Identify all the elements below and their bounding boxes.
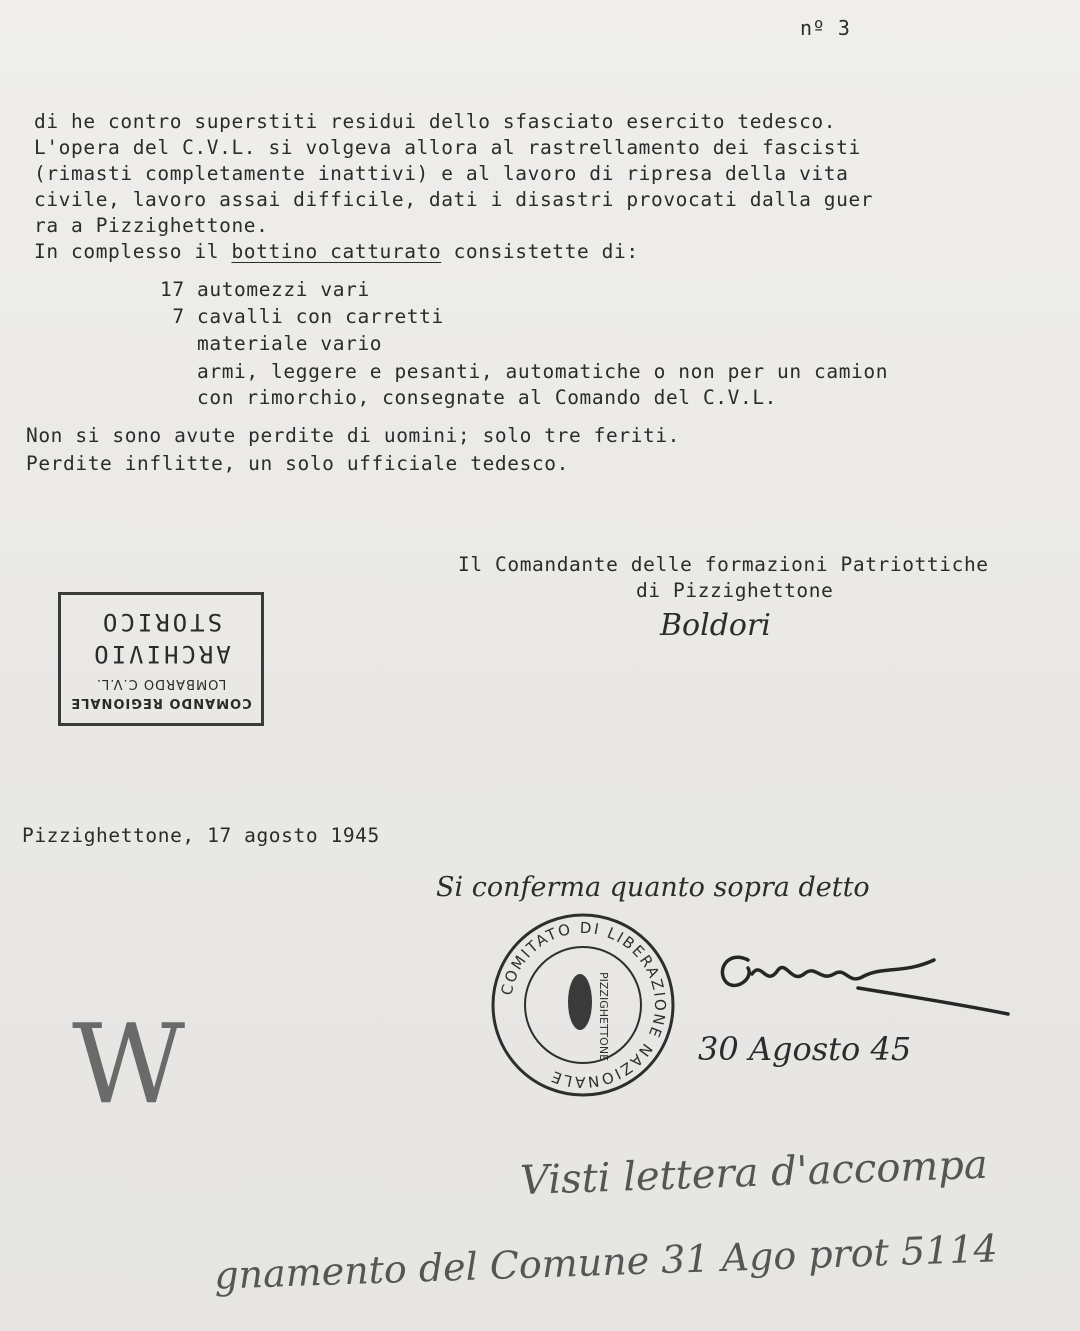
booty-intro-underlined: bottino catturato: [231, 240, 442, 263]
body-line-3: (rimasti completamente inattivi) e al lavoro di ripresa della vita: [34, 162, 849, 185]
archive-stamp-line-1: COMANDO REGIONALE: [70, 695, 252, 710]
booty-item-3: materiale vario: [160, 332, 383, 355]
round-stamp-center-text: PIZZIGHETTONE: [597, 972, 610, 1062]
body-line-2: L'opera del C.V.L. si volgeva allora al rastrellamento dei fascisti: [34, 136, 861, 159]
booty-intro-before: In complesso il: [34, 240, 232, 263]
commander-signature: Boldori: [660, 608, 771, 643]
handwritten-note-line-1: Visti lettera d'accompa: [519, 1141, 989, 1205]
losses-line-1: Non si sono avute perdite di uomini; solo tre feriti.: [26, 424, 681, 447]
archive-stamp-line-2: LOMBARDO C.V.L.: [95, 676, 227, 691]
commander-title: Il Comandante delle formazioni Patriottiche: [458, 553, 989, 576]
booty-intro-after: consistette di:: [441, 240, 639, 263]
margin-initial-mark: W: [72, 1000, 186, 1128]
body-line-5: ra a Pizzighettone.: [34, 214, 269, 237]
confirming-signature: [708, 930, 1018, 1030]
commander-location: di Pizzighettone: [636, 579, 834, 602]
handwritten-date: 30 Agosto 45: [698, 1030, 912, 1068]
body-line-1: di he contro superstiti residui dello sfasciato esercito tedesco.: [34, 110, 837, 133]
round-stamp-ring-text: COMITATO DI LIBERAZIONE NAZIONALE: [497, 918, 670, 1092]
archive-stamp-line-3: ARCHIVIO: [91, 640, 231, 668]
round-stamp: [488, 910, 678, 1100]
place-date: Pizzighettone, 17 agosto 1945: [22, 824, 380, 847]
handwritten-note-line-2: gnamento del Comune 31 Ago prot 5114: [213, 1226, 999, 1298]
booty-item-1: 17 automezzi vari: [160, 278, 370, 301]
handwritten-confirmation: Si conferma quanto sopra detto: [436, 872, 870, 903]
archive-stamp-line-4: STORICO: [99, 608, 223, 636]
booty-item-4: armi, leggere e pesanti, automatiche o non per un camion: [160, 360, 889, 383]
page-number: nº 3: [800, 16, 851, 40]
booty-item-5: con rimorchio, consegnate al Comando del C.V.L.: [160, 386, 777, 409]
booty-intro: [34, 240, 639, 263]
archive-stamp: [58, 592, 264, 726]
losses-line-2: Perdite inflitte, un solo ufficiale tedesco.: [26, 452, 569, 475]
booty-item-2: 7 cavalli con carretti: [160, 305, 444, 328]
body-line-4: civile, lavoro assai difficile, dati i disastri provocati dalla guer: [34, 188, 874, 211]
